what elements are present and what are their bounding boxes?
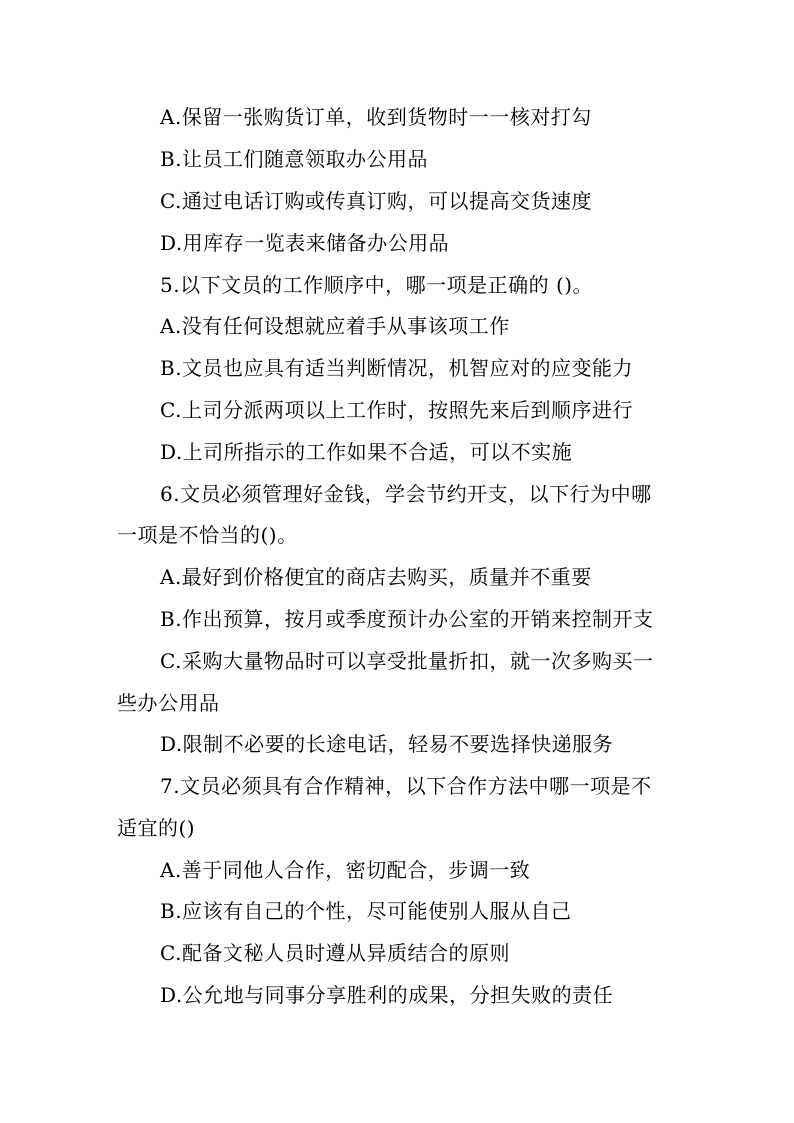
q5-option-d: D.上司所指示的工作如果不合适，可以不实施 <box>160 440 573 464</box>
q5-question: 5.以下文员的工作顺序中，哪一项是正确的 ()。 <box>160 273 594 297</box>
q6-option-c-continued: 些办公用品 <box>117 691 220 715</box>
q6-option-c: C.采购大量物品时可以享受批量折扣，就一次多购买一 <box>160 649 654 673</box>
q6-question-continued: 一项是不恰当的()。 <box>117 523 298 547</box>
q7-option-d: D.公允地与同事分享胜利的成果，分担失败的责任 <box>160 983 614 1007</box>
q5-option-c: C.上司分派两项以上工作时，按照先来后到顺序进行 <box>160 398 633 422</box>
q4-option-d: D.用库存一览表来储备办公用品 <box>160 231 450 255</box>
q4-option-a: A.保留一张购货订单，收到货物时一一核对打勾 <box>160 105 592 129</box>
q6-option-b: B.作出预算，按月或季度预计办公室的开销来控制开支 <box>160 607 654 631</box>
q6-question: 6.文员必须管理好金钱，学会节约开支，以下行为中哪 <box>160 482 652 506</box>
q6-option-a: A.最好到价格便宜的商店去购买，质量并不重要 <box>160 565 592 589</box>
q5-option-b: B.文员也应具有适当判断情况，机智应对的应变能力 <box>160 356 634 380</box>
q7-question: 7.文员必须具有合作精神，以下合作方法中哪一项是不 <box>160 774 652 798</box>
q7-option-b: B.应该有自己的个性，尽可能使别人服从自己 <box>160 899 572 923</box>
q6-option-d: D.限制不必要的长途电话，轻易不要选择快递服务 <box>160 732 614 756</box>
q5-option-a: A.没有任何设想就应着手从事该项工作 <box>160 314 510 338</box>
q7-option-c: C.配备文秘人员时遵从异质结合的原则 <box>160 941 510 965</box>
q7-question-continued: 适宜的() <box>117 816 196 840</box>
q4-option-b: B.让员工们随意领取办公用品 <box>160 147 429 171</box>
q7-option-a: A.善于同他人合作，密切配合，步调一致 <box>160 858 531 882</box>
q4-option-c: C.通过电话订购或传真订购，可以提高交货速度 <box>160 189 592 213</box>
